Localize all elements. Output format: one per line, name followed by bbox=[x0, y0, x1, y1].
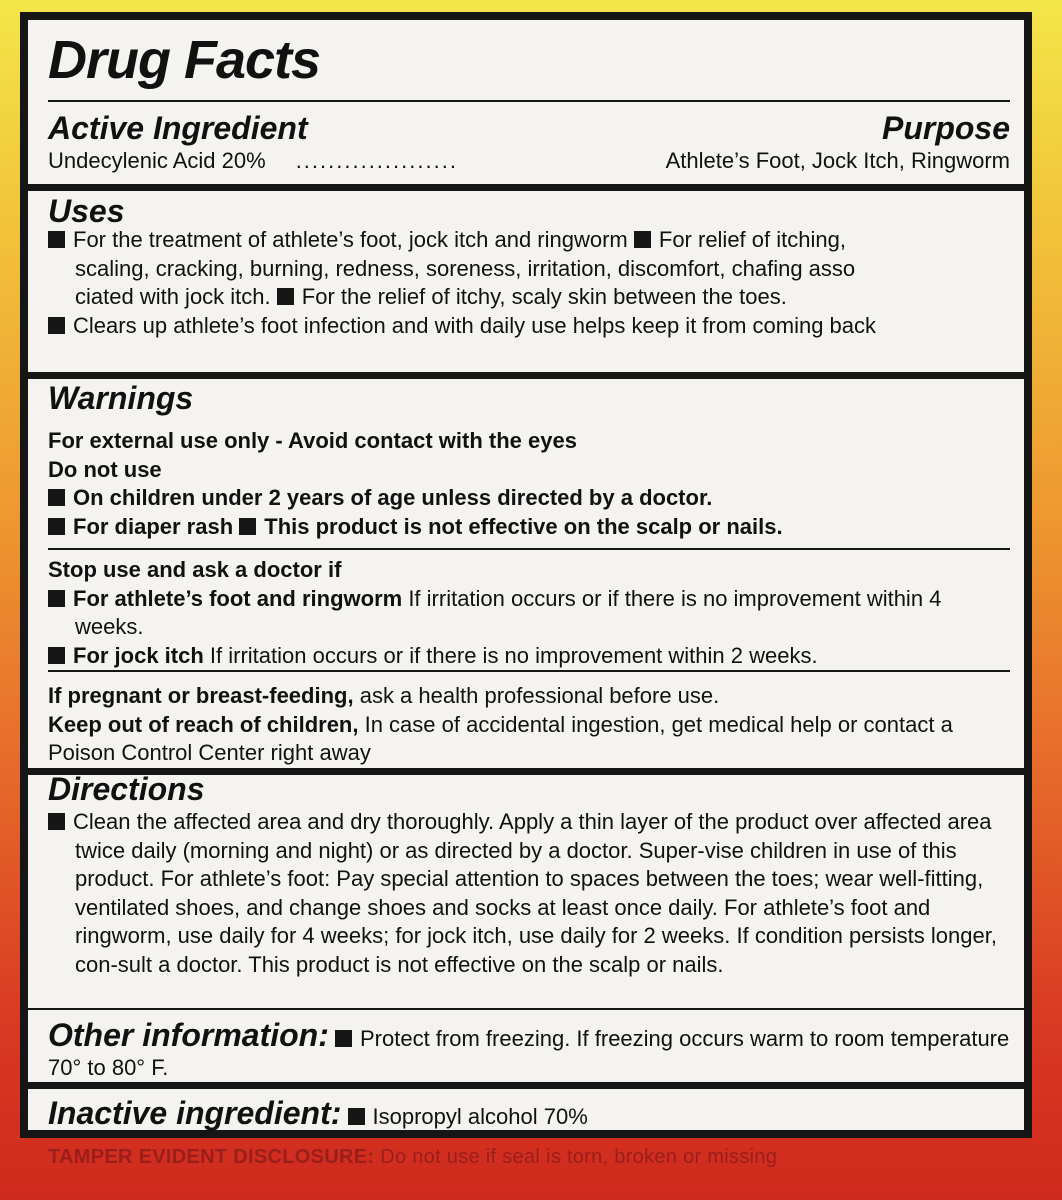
stop-use-condition: For athlete’s foot and ringworm bbox=[73, 585, 403, 611]
tamper-disclosure bbox=[48, 1146, 777, 1169]
keep-out-text: In case of accidental ingestion, get medical help or contact a Poison Control Center right away bbox=[48, 711, 953, 766]
pregnancy-section bbox=[28, 682, 1024, 768]
title-divider bbox=[48, 100, 1010, 102]
stop-use-section bbox=[28, 556, 1024, 670]
active-ingredient-name: Undecylenic Acid 20% bbox=[48, 148, 266, 173]
bullet-icon bbox=[335, 1030, 352, 1047]
divider-pregnant bbox=[48, 670, 1010, 672]
uses-heading: Uses bbox=[48, 193, 125, 229]
pregnant-text: ask a health professional before use. bbox=[353, 683, 720, 708]
active-ingredient-purpose: Athlete’s Foot, Jock Itch, Ringworm bbox=[665, 148, 1010, 173]
directions-heading: Directions bbox=[48, 771, 205, 807]
bullet-icon bbox=[48, 518, 65, 535]
divider-other bbox=[28, 1008, 1024, 1010]
do-not-use-item: For diaper rash bbox=[73, 513, 234, 539]
divider-inactive bbox=[28, 1082, 1024, 1089]
tamper-text: Do not use if seal is torn, broken or missing bbox=[374, 1146, 778, 1168]
bullet-icon bbox=[48, 317, 65, 334]
use-item: For the treatment of athlete’s foot, jock itch and ringworm bbox=[73, 227, 628, 252]
bullet-icon bbox=[48, 647, 65, 664]
do-not-use-item: This product is not effective on the scalp or nails. bbox=[264, 513, 783, 539]
keep-out-label: Keep out of reach of children, bbox=[48, 711, 359, 737]
page-title: Drug Facts bbox=[48, 30, 321, 90]
bullet-icon bbox=[48, 590, 65, 607]
purpose-heading: Purpose bbox=[881, 110, 1010, 146]
other-info-heading: Other information: bbox=[48, 1017, 329, 1053]
directions-section bbox=[28, 772, 1024, 980]
active-ingredient-heading: Active Ingredient bbox=[48, 110, 308, 146]
directions-text: Clean the affected area and dry thoroughly. Apply a thin layer of the product over affected area twice daily (morning and night) or as directed by a doctor. Super-vise children in use of this product. For athlete’s foot: Pay special attention to spaces between the toes; wear well-fitting, ventilated shoes, and change shoes and socks at least once daily. For athlete’s foot and ringworm, use daily for 4 weeks; for jock itch, use daily for 2 weeks. If condition persists longer, con-sult a doctor. This product is not effective on the scalp or nails. bbox=[73, 809, 997, 977]
divider-uses bbox=[28, 184, 1024, 191]
bullet-icon bbox=[48, 231, 65, 248]
tamper-label: TAMPER EVIDENT DISCLOSURE: bbox=[48, 1146, 375, 1168]
use-item: For relief of itching, bbox=[658, 227, 846, 252]
use-item: Clears up athlete’s foot infection and with daily use helps keep it from coming back bbox=[73, 312, 877, 338]
inactive-text: Isopropyl alcohol 70% bbox=[372, 1104, 588, 1129]
do-not-use-item: On children under 2 years of age unless directed by a doctor. bbox=[73, 485, 713, 511]
other-info-text: Protect from freezing. If freezing occurs warm to room temperature 70° to 80° F. bbox=[48, 1026, 1010, 1080]
warnings-section bbox=[28, 381, 1024, 541]
use-item: ciated with jock itch. bbox=[75, 284, 271, 310]
other-info-section bbox=[28, 1018, 1024, 1082]
do-not-use-heading: Do not use bbox=[48, 456, 162, 482]
inactive-heading: Inactive ingredient: bbox=[48, 1095, 342, 1131]
bullet-icon bbox=[634, 231, 651, 248]
bullet-icon bbox=[277, 288, 294, 305]
title-section bbox=[28, 30, 1024, 90]
stop-use-text: If irritation occurs or if there is no improvement within 2 weeks. bbox=[203, 642, 818, 668]
active-ingredient-section bbox=[28, 111, 1024, 176]
inactive-section bbox=[28, 1096, 1024, 1132]
use-item: For the relief of itchy, scaly skin between the toes. bbox=[301, 284, 787, 310]
divider-warnings bbox=[28, 372, 1024, 379]
stop-use-heading: Stop use and ask a doctor if bbox=[48, 557, 342, 582]
external-use-warning: For external use only - Avoid contact with the eyes bbox=[48, 428, 577, 453]
warnings-heading: Warnings bbox=[48, 380, 194, 416]
leader-dots: .................... bbox=[295, 148, 458, 173]
stop-use-condition: For jock itch bbox=[73, 642, 204, 668]
stop-use-text: If irritation occurs or if there is no improvement within 4 weeks. bbox=[75, 585, 942, 640]
divider-stop-use bbox=[48, 548, 1010, 550]
uses-section bbox=[28, 194, 1024, 340]
drug-facts-panel bbox=[20, 12, 1032, 1138]
pregnant-label: If pregnant or breast-feeding, bbox=[48, 683, 354, 708]
bullet-icon bbox=[239, 518, 256, 535]
bullet-icon bbox=[348, 1108, 365, 1125]
bullet-icon bbox=[48, 813, 65, 830]
bullet-icon bbox=[48, 489, 65, 506]
use-item: scaling, cracking, burning, redness, soreness, irritation, discomfort, chafing asso bbox=[75, 255, 856, 281]
